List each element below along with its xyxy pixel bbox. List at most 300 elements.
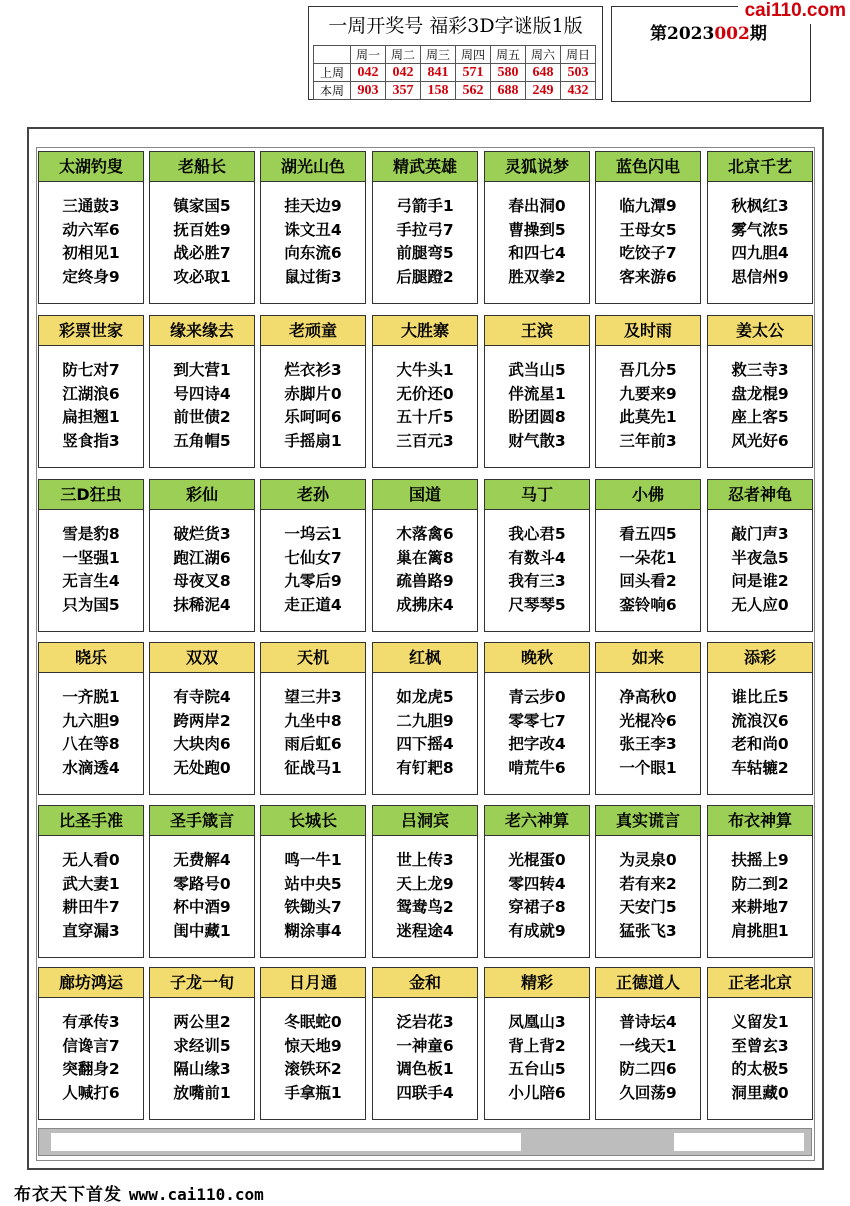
riddle-cell bbox=[372, 805, 478, 958]
riddle-cell bbox=[707, 479, 813, 632]
riddle-line: 尺琴琴5 bbox=[508, 595, 566, 614]
result-number: 503 bbox=[561, 64, 596, 82]
riddle-cell-title: 比圣手准 bbox=[39, 806, 143, 836]
riddle-cell-title: 及时雨 bbox=[596, 316, 700, 346]
riddle-line: 竖食指3 bbox=[62, 431, 120, 450]
riddle-cell-title: 湖光山色 bbox=[261, 152, 365, 182]
riddle-cell-body bbox=[39, 849, 143, 943]
riddle-cell-body bbox=[596, 686, 700, 780]
riddle-line: 前世债2 bbox=[173, 408, 231, 426]
riddle-cell-body bbox=[39, 359, 143, 453]
riddle-cell-body bbox=[261, 359, 365, 453]
riddle-line: 隔山缘3 bbox=[173, 1060, 231, 1078]
riddle-cell-title: 晓乐 bbox=[39, 643, 143, 673]
riddle-line: 鼠过街3 bbox=[284, 267, 342, 286]
riddle-cell bbox=[372, 315, 478, 468]
result-number: 571 bbox=[456, 64, 491, 82]
riddle-line: 武当山5 bbox=[508, 361, 566, 379]
riddle-cell bbox=[38, 805, 144, 958]
site-logo-text: cai110.com bbox=[744, 0, 846, 21]
result-number: 580 bbox=[491, 64, 526, 82]
riddle-line: 攻必取1 bbox=[173, 267, 231, 286]
riddle-line: 七仙女7 bbox=[284, 548, 342, 567]
riddle-line: 至曾玄3 bbox=[731, 1036, 789, 1055]
riddle-cell-body bbox=[261, 1011, 365, 1105]
riddle-line: 曹操到5 bbox=[508, 220, 566, 239]
day-header: 周二 bbox=[386, 46, 421, 64]
riddle-line: 战必胜7 bbox=[173, 244, 231, 262]
riddle-cell-body bbox=[596, 195, 700, 289]
riddle-line: 洞里藏0 bbox=[731, 1083, 789, 1102]
riddle-line: 五十斤5 bbox=[396, 408, 454, 426]
riddle-line: 初相见1 bbox=[62, 244, 120, 262]
riddle-cell-title: 蓝色闪电 bbox=[596, 152, 700, 182]
riddle-line: 武大妻1 bbox=[62, 874, 120, 893]
riddle-line: 九六胆9 bbox=[62, 711, 120, 730]
riddle-line: 如龙虎5 bbox=[396, 688, 454, 706]
riddle-cell-title: 姜太公 bbox=[708, 316, 812, 346]
riddle-line: 一个眼1 bbox=[619, 758, 677, 777]
riddle-line: 直穿漏3 bbox=[62, 921, 120, 940]
riddle-cell bbox=[595, 967, 701, 1120]
issue-suffix: 期 bbox=[749, 24, 767, 44]
riddle-line: 水滴透4 bbox=[62, 758, 120, 777]
riddle-cell bbox=[38, 315, 144, 468]
riddle-cell bbox=[372, 642, 478, 795]
riddle-cell-title: 子龙一旬 bbox=[150, 968, 254, 998]
riddle-line: 鸳鸯鸟2 bbox=[396, 898, 454, 916]
riddle-line: 半夜急5 bbox=[731, 548, 789, 567]
riddle-cell-title: 吕洞宾 bbox=[373, 806, 477, 836]
riddle-line: 防二到2 bbox=[731, 874, 789, 893]
riddle-line: 抹稀泥4 bbox=[173, 595, 231, 614]
riddle-line: 诛文丑4 bbox=[284, 220, 342, 239]
riddle-cell-title: 老六神算 bbox=[485, 806, 589, 836]
riddle-line: 杯中酒9 bbox=[173, 898, 231, 916]
riddle-cell-title: 精武英雄 bbox=[373, 152, 477, 182]
riddle-cell-title: 缘来缘去 bbox=[150, 316, 254, 346]
riddle-cell bbox=[707, 151, 813, 304]
riddle-cell-body bbox=[485, 523, 589, 617]
riddle-cell-body bbox=[150, 195, 254, 289]
riddle-cell-body bbox=[261, 849, 365, 943]
riddle-cell-title: 王滨 bbox=[485, 316, 589, 346]
riddle-cell-title: 圣手箴言 bbox=[150, 806, 254, 836]
riddle-line: 无人应0 bbox=[731, 595, 789, 614]
riddle-line: 雾气浓5 bbox=[731, 220, 789, 239]
day-header: 周六 bbox=[526, 46, 561, 64]
riddle-line: 走正道4 bbox=[284, 595, 342, 614]
day-header: 周四 bbox=[456, 46, 491, 64]
riddle-line: 吃饺子7 bbox=[619, 244, 677, 262]
riddle-cell bbox=[484, 967, 590, 1120]
riddle-line: 天上龙9 bbox=[396, 874, 454, 893]
riddle-line: 耕田牛7 bbox=[62, 898, 120, 916]
riddle-line: 糊涂事4 bbox=[284, 921, 342, 940]
result-number: 357 bbox=[386, 82, 421, 100]
riddle-line: 滚铁环2 bbox=[284, 1060, 342, 1078]
riddle-cell-body bbox=[150, 1011, 254, 1105]
riddle-cell-title: 太湖钓叟 bbox=[39, 152, 143, 182]
riddle-cell-body bbox=[39, 523, 143, 617]
riddle-line: 动六军6 bbox=[62, 220, 120, 239]
riddle-line: 我心君5 bbox=[508, 525, 566, 543]
riddle-line: 肩挑胆1 bbox=[731, 921, 789, 940]
riddle-cell bbox=[38, 642, 144, 795]
riddle-line: 九零后9 bbox=[284, 572, 342, 590]
day-header: 周一 bbox=[351, 46, 386, 64]
day-header: 周五 bbox=[491, 46, 526, 64]
riddle-cell-title: 精彩 bbox=[485, 968, 589, 998]
riddle-cell bbox=[260, 315, 366, 468]
riddle-cell-title: 老船长 bbox=[150, 152, 254, 182]
riddle-cell bbox=[149, 642, 255, 795]
riddle-cell-body bbox=[596, 1011, 700, 1105]
riddle-line: 一坚强1 bbox=[62, 548, 120, 567]
riddle-cell-body bbox=[485, 849, 589, 943]
riddle-line: 疏兽路9 bbox=[396, 572, 454, 590]
riddle-cell-body bbox=[708, 686, 812, 780]
riddle-cell-title: 真实谎言 bbox=[596, 806, 700, 836]
riddle-line: 二九胆9 bbox=[396, 711, 454, 730]
riddle-line: 泛岩花3 bbox=[396, 1013, 454, 1031]
riddle-line: 若有来2 bbox=[619, 874, 677, 893]
riddle-cell bbox=[149, 479, 255, 632]
riddle-cell-title: 国道 bbox=[373, 480, 477, 510]
riddle-line: 久回荡9 bbox=[619, 1083, 677, 1102]
riddle-line: 财气散3 bbox=[508, 431, 566, 450]
riddle-cell-body bbox=[373, 523, 477, 617]
riddle-line: 后腿蹬2 bbox=[396, 267, 454, 286]
riddle-cell-title: 红枫 bbox=[373, 643, 477, 673]
riddle-line: 啃荒牛6 bbox=[508, 758, 566, 777]
riddle-line: 一坞云1 bbox=[284, 525, 342, 543]
riddle-cell-body bbox=[373, 686, 477, 780]
riddle-line: 巢在篱8 bbox=[396, 548, 454, 567]
riddle-cell-title: 大胜寨 bbox=[373, 316, 477, 346]
riddle-cell bbox=[372, 479, 478, 632]
riddle-line: 小儿陪6 bbox=[508, 1083, 566, 1102]
riddle-line: 木落禽6 bbox=[396, 525, 454, 543]
riddle-line: 大块肉6 bbox=[173, 735, 231, 753]
riddle-cell bbox=[260, 967, 366, 1120]
draw-results-panel bbox=[308, 6, 603, 100]
riddle-line: 猛张飞3 bbox=[619, 921, 677, 940]
riddle-line: 一朵花1 bbox=[619, 548, 677, 567]
riddle-line: 三百元3 bbox=[396, 431, 454, 450]
riddle-line: 无言生4 bbox=[62, 572, 120, 590]
row-label: 上周 bbox=[314, 64, 351, 82]
riddle-cell-title: 正德道人 bbox=[596, 968, 700, 998]
riddle-line: 车轱辘2 bbox=[731, 758, 789, 777]
riddle-cell-body bbox=[596, 849, 700, 943]
riddle-cell-body bbox=[485, 195, 589, 289]
riddle-line: 防七对7 bbox=[62, 361, 120, 379]
result-number: 042 bbox=[386, 64, 421, 82]
draw-results-table bbox=[313, 45, 596, 100]
riddle-line: 无人看0 bbox=[62, 851, 120, 869]
riddle-cell-title: 添彩 bbox=[708, 643, 812, 673]
riddle-line: 征战马1 bbox=[284, 758, 342, 777]
riddle-line: 调色板1 bbox=[396, 1060, 454, 1078]
issue-highlight: 002 bbox=[714, 24, 750, 44]
riddle-line: 无处跑0 bbox=[173, 758, 231, 777]
riddle-line: 客来游6 bbox=[619, 267, 677, 286]
riddle-cell bbox=[595, 479, 701, 632]
riddle-cell bbox=[707, 642, 813, 795]
riddle-cell bbox=[260, 151, 366, 304]
riddle-line: 流浪汉6 bbox=[731, 711, 789, 730]
riddle-line: 跑江湖6 bbox=[173, 548, 231, 567]
riddle-line: 净高秋0 bbox=[619, 688, 677, 706]
result-number: 903 bbox=[351, 82, 386, 100]
riddle-cell-title: 布衣神算 bbox=[708, 806, 812, 836]
riddle-cell bbox=[595, 151, 701, 304]
riddle-line: 成拂床4 bbox=[396, 595, 454, 614]
riddle-line: 母夜叉8 bbox=[173, 572, 231, 590]
riddle-line: 风光好6 bbox=[731, 431, 789, 450]
riddle-line: 前腿弯5 bbox=[396, 244, 454, 262]
riddle-line: 王母女5 bbox=[619, 220, 677, 239]
riddle-line: 谁比丘5 bbox=[731, 688, 789, 706]
riddle-line: 破烂货3 bbox=[173, 525, 231, 543]
riddle-cell-body bbox=[39, 1011, 143, 1105]
riddle-line: 穿裙子8 bbox=[508, 898, 566, 916]
riddle-line: 零路号0 bbox=[173, 874, 231, 893]
riddle-line: 张王李3 bbox=[619, 735, 677, 753]
riddle-cell-body bbox=[373, 359, 477, 453]
riddle-line: 弓箭手1 bbox=[396, 197, 454, 215]
riddle-line: 我有三3 bbox=[508, 572, 566, 590]
riddle-line: 问是谁2 bbox=[731, 572, 789, 590]
riddle-cell bbox=[707, 805, 813, 958]
riddle-line: 三通鼓3 bbox=[62, 197, 120, 215]
riddle-cell bbox=[372, 151, 478, 304]
result-number: 158 bbox=[421, 82, 456, 100]
riddle-line: 扶摇上9 bbox=[731, 851, 789, 869]
last-week-row bbox=[314, 64, 596, 82]
riddle-line: 有承传3 bbox=[62, 1013, 120, 1031]
riddle-cell-body bbox=[261, 686, 365, 780]
riddle-line: 有钉耙8 bbox=[396, 758, 454, 777]
riddle-line: 一神童6 bbox=[396, 1036, 454, 1055]
riddle-line: 定终身9 bbox=[62, 267, 120, 286]
riddle-line: 思信州9 bbox=[731, 267, 789, 286]
riddle-cell-body bbox=[373, 849, 477, 943]
riddle-line: 四联手4 bbox=[396, 1083, 454, 1102]
riddle-line: 零四转4 bbox=[508, 874, 566, 893]
riddle-cell-title: 彩票世家 bbox=[39, 316, 143, 346]
riddle-cell bbox=[484, 315, 590, 468]
riddle-line: 有数斗4 bbox=[508, 548, 566, 567]
riddle-line: 世上传3 bbox=[396, 851, 454, 869]
riddle-cell-title: 日月通 bbox=[261, 968, 365, 998]
riddle-line: 五角帽5 bbox=[173, 431, 231, 450]
riddle-cell-body bbox=[39, 195, 143, 289]
riddle-line: 的太极5 bbox=[731, 1060, 789, 1078]
riddle-cell-body bbox=[596, 523, 700, 617]
riddle-cell-body bbox=[596, 359, 700, 453]
riddle-line: 手拉弓7 bbox=[396, 220, 454, 239]
riddle-line: 临九潭9 bbox=[619, 197, 677, 215]
riddle-line: 和四七4 bbox=[508, 244, 566, 262]
result-number: 688 bbox=[491, 82, 526, 100]
riddle-line: 无费解4 bbox=[173, 851, 231, 869]
riddle-cell-title: 老顽童 bbox=[261, 316, 365, 346]
riddle-cell-body bbox=[485, 359, 589, 453]
riddle-line: 求经训5 bbox=[173, 1036, 231, 1055]
result-number: 042 bbox=[351, 64, 386, 82]
riddle-cell bbox=[707, 315, 813, 468]
riddle-line: 扁担翘1 bbox=[62, 408, 120, 426]
riddle-line: 突翻身2 bbox=[62, 1060, 120, 1078]
riddle-cell-title: 马丁 bbox=[485, 480, 589, 510]
riddle-line: 无价还0 bbox=[396, 384, 454, 403]
result-number: 648 bbox=[526, 64, 561, 82]
riddle-line: 闺中藏1 bbox=[173, 921, 231, 940]
riddle-cell-title: 灵狐说梦 bbox=[485, 152, 589, 182]
riddle-cell-title: 金和 bbox=[373, 968, 477, 998]
riddle-cell bbox=[149, 967, 255, 1120]
riddle-line: 盼团圆8 bbox=[508, 408, 566, 426]
issue-prefix: 第2023 bbox=[650, 24, 715, 44]
riddle-cell-title: 老孙 bbox=[261, 480, 365, 510]
riddle-cell-title: 长城长 bbox=[261, 806, 365, 836]
day-header: 周三 bbox=[421, 46, 456, 64]
this-week-row bbox=[314, 82, 596, 100]
day-header: 周日 bbox=[561, 46, 596, 64]
riddle-line: 老和尚0 bbox=[731, 735, 789, 753]
riddle-line: 一齐脱1 bbox=[62, 688, 120, 706]
riddle-line: 銮铃响6 bbox=[619, 595, 677, 614]
riddle-line: 救三寺3 bbox=[731, 361, 789, 379]
site-logo bbox=[738, 0, 850, 24]
riddle-line: 手摇扇1 bbox=[284, 431, 342, 450]
riddle-line: 放嘴前1 bbox=[173, 1083, 231, 1102]
riddle-line: 雪是豹8 bbox=[62, 525, 120, 543]
riddle-line: 此莫先1 bbox=[619, 408, 677, 426]
riddle-line: 普诗坛4 bbox=[619, 1013, 677, 1031]
riddle-line: 三年前3 bbox=[619, 431, 677, 450]
riddle-cell-body bbox=[261, 195, 365, 289]
riddle-cell-title: 忍者神龟 bbox=[708, 480, 812, 510]
riddle-line: 座上客5 bbox=[731, 408, 789, 426]
riddle-line: 敲门声3 bbox=[731, 525, 789, 543]
riddle-line: 看五四5 bbox=[619, 525, 677, 543]
riddle-line: 抚百姓9 bbox=[173, 220, 231, 239]
riddle-cell-body bbox=[150, 849, 254, 943]
riddle-line: 迷程途4 bbox=[396, 921, 454, 940]
riddle-line: 向东流6 bbox=[284, 244, 342, 262]
riddle-cell-body bbox=[150, 686, 254, 780]
riddle-line: 江湖浪6 bbox=[62, 384, 120, 403]
footer bbox=[14, 1180, 264, 1205]
riddle-cell bbox=[595, 805, 701, 958]
riddle-line: 光棍蛋0 bbox=[508, 851, 566, 869]
riddle-cell bbox=[38, 967, 144, 1120]
riddle-cell-body bbox=[485, 686, 589, 780]
riddle-line: 四下摇4 bbox=[396, 735, 454, 753]
riddle-cell bbox=[595, 642, 701, 795]
riddle-cell-title: 廊坊鸿运 bbox=[39, 968, 143, 998]
riddle-line: 来耕地7 bbox=[731, 898, 789, 916]
riddle-line: 烂衣衫3 bbox=[284, 361, 342, 379]
riddle-line: 惊天地9 bbox=[284, 1036, 342, 1055]
riddle-line: 伴流星1 bbox=[508, 384, 566, 403]
riddle-cell bbox=[595, 315, 701, 468]
riddle-line: 防二四6 bbox=[619, 1060, 677, 1078]
riddle-cell-body bbox=[485, 1011, 589, 1105]
riddle-line: 四九胆4 bbox=[731, 244, 789, 262]
riddle-cell-body bbox=[708, 195, 812, 289]
riddle-line: 把字改4 bbox=[508, 735, 566, 753]
result-number: 249 bbox=[526, 82, 561, 100]
panel-title: 一周开奖号 福彩3D字谜版1版 bbox=[328, 15, 583, 37]
riddle-cell-body bbox=[373, 1011, 477, 1105]
footer-text: 布衣天下首发 bbox=[14, 1185, 122, 1205]
footer-url: www.cai110.com bbox=[128, 1185, 264, 1204]
riddle-line: 雨后虹6 bbox=[284, 735, 342, 753]
riddle-line: 为灵泉0 bbox=[619, 851, 677, 869]
riddle-line: 大牛头1 bbox=[396, 361, 454, 379]
riddle-line: 光棍冷6 bbox=[619, 711, 677, 730]
riddle-line: 镇家国5 bbox=[173, 197, 231, 215]
riddle-line: 铁锄头7 bbox=[284, 898, 342, 916]
riddle-line: 春出洞0 bbox=[508, 197, 566, 215]
riddle-line: 一线天1 bbox=[619, 1036, 677, 1055]
riddle-line: 回头看2 bbox=[619, 572, 677, 590]
riddle-line: 冬眠蛇0 bbox=[284, 1013, 342, 1031]
riddle-cell-body bbox=[708, 359, 812, 453]
riddle-cell-title: 小佛 bbox=[596, 480, 700, 510]
riddle-cell bbox=[38, 151, 144, 304]
riddle-line: 九坐中8 bbox=[284, 711, 342, 730]
riddle-line: 零零七7 bbox=[508, 711, 566, 730]
riddle-cell bbox=[707, 967, 813, 1120]
riddle-line: 青云步0 bbox=[508, 688, 566, 706]
riddle-line: 背上背2 bbox=[508, 1036, 566, 1055]
riddle-cell bbox=[260, 805, 366, 958]
riddle-line: 赤脚片0 bbox=[284, 384, 342, 403]
riddle-cell-body bbox=[150, 359, 254, 453]
bottom-bar bbox=[38, 1128, 812, 1156]
riddle-cell-title: 彩仙 bbox=[150, 480, 254, 510]
riddle-line: 信谗言7 bbox=[62, 1036, 120, 1055]
riddle-line: 义留发1 bbox=[731, 1013, 789, 1031]
riddle-cell bbox=[149, 151, 255, 304]
riddle-line: 鸣一牛1 bbox=[284, 851, 342, 869]
riddle-cell bbox=[260, 479, 366, 632]
riddle-cell-body bbox=[708, 1011, 812, 1105]
riddle-line: 盘龙棍9 bbox=[731, 384, 789, 403]
riddle-line: 到大营1 bbox=[173, 361, 231, 379]
riddle-cell bbox=[149, 315, 255, 468]
riddle-line: 号四诗4 bbox=[173, 384, 231, 403]
riddle-line: 人喊打6 bbox=[62, 1083, 120, 1102]
result-number: 432 bbox=[561, 82, 596, 100]
corner-cell bbox=[314, 46, 351, 64]
riddle-cell-title: 如来 bbox=[596, 643, 700, 673]
riddle-cell-title: 三D狂虫 bbox=[39, 480, 143, 510]
riddle-cell-title: 天机 bbox=[261, 643, 365, 673]
riddle-line: 有寺院4 bbox=[173, 688, 231, 706]
riddle-cell-title: 双双 bbox=[150, 643, 254, 673]
riddle-line: 乐呵呵6 bbox=[284, 408, 342, 426]
riddle-cell-body bbox=[150, 523, 254, 617]
riddle-cell-title: 晚秋 bbox=[485, 643, 589, 673]
row-label: 本周 bbox=[314, 82, 351, 100]
riddle-cell bbox=[484, 805, 590, 958]
